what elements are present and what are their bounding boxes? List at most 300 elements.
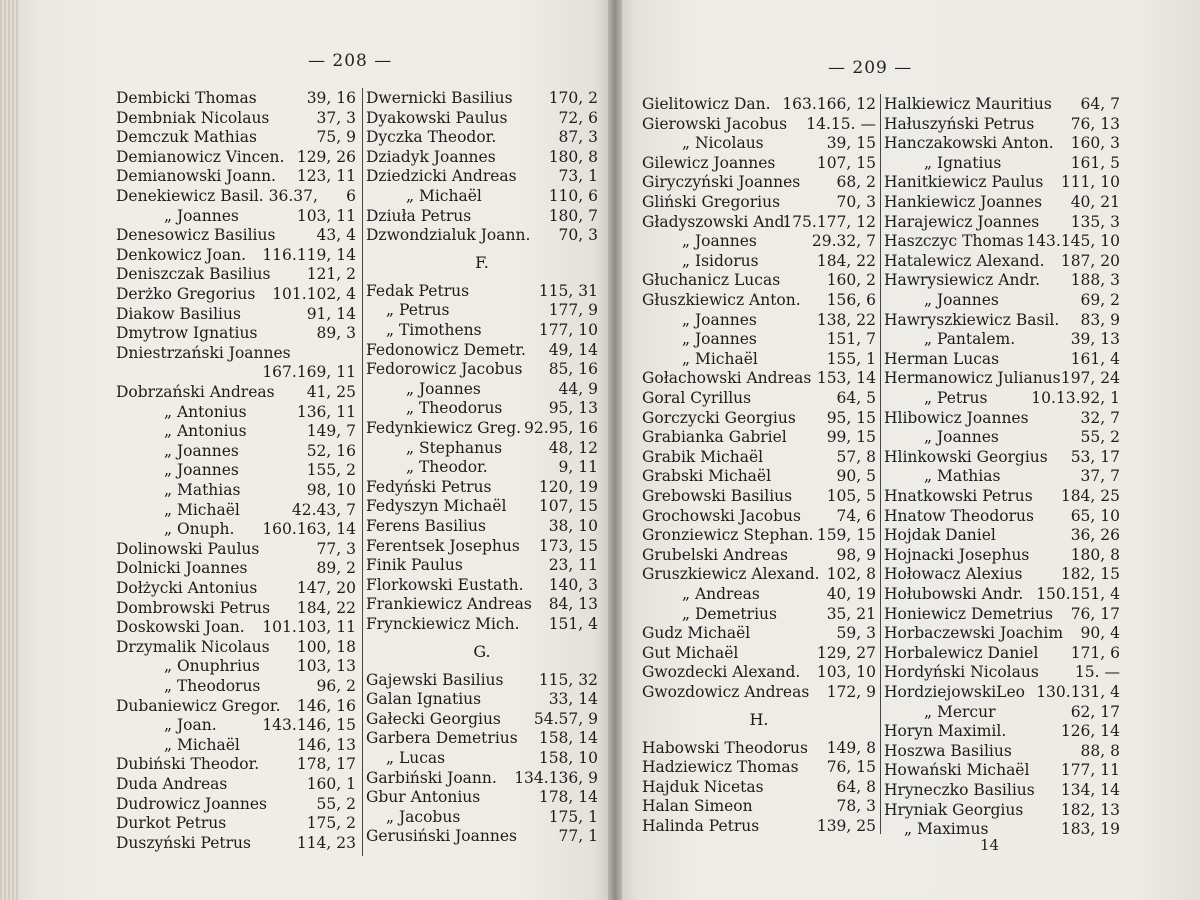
entry-page-ref: 64, 5 bbox=[836, 389, 876, 407]
entry-name: Hlibowicz Joannes bbox=[884, 408, 1029, 427]
entry-name: Hadziewicz Thomas bbox=[642, 758, 799, 777]
entry-page-ref: 182, 15 bbox=[1060, 565, 1120, 584]
entry-page-ref: 102, 8 bbox=[826, 565, 876, 584]
index-entry bbox=[642, 329, 876, 349]
entry-name: Hnatow Theodorus bbox=[884, 506, 1034, 525]
entry-name: Haszczyc Thomas bbox=[884, 232, 1024, 251]
index-entry bbox=[642, 623, 876, 643]
entry-name: Horbalewicz Daniel bbox=[884, 643, 1039, 662]
entry-page-ref: 130.131, 4 bbox=[1036, 683, 1120, 701]
entry-page-ref: 146, 13 bbox=[296, 735, 356, 754]
index-entry bbox=[642, 796, 876, 816]
index-entry bbox=[884, 310, 1120, 330]
index-entry bbox=[366, 826, 598, 846]
entry-page-ref: 101.102, 4 bbox=[272, 285, 356, 303]
entry-page-ref: 110, 6 bbox=[548, 187, 598, 205]
entry-name: „ Theodorus bbox=[164, 677, 261, 695]
entry-name: Głuszkiewicz Anton. bbox=[642, 291, 801, 309]
entry-page-ref: 143.145, 10 bbox=[1026, 232, 1120, 251]
entry-page-ref: 90, 5 bbox=[836, 467, 876, 486]
entry-name: Demianowski Joann. bbox=[116, 167, 276, 186]
entry-name: Dobrzański Andreas bbox=[116, 383, 275, 401]
entry-page-ref: 177, 9 bbox=[548, 301, 598, 320]
entry-page-ref: 92.95, 16 bbox=[524, 419, 598, 437]
index-entry bbox=[642, 408, 876, 428]
index-entry bbox=[116, 421, 356, 441]
index-entry bbox=[366, 555, 598, 575]
entry-name: Hatalewicz Alexand. bbox=[884, 251, 1045, 270]
entry-page-ref: 36, 26 bbox=[1070, 526, 1120, 545]
entry-name: Derżko Gregorius bbox=[116, 285, 256, 303]
entry-page-ref: 184, 22 bbox=[816, 251, 876, 270]
entry-page-ref: 44, 9 bbox=[558, 379, 598, 398]
index-entry bbox=[116, 519, 356, 539]
column-rule bbox=[880, 94, 881, 834]
entry-page-ref: 33, 14 bbox=[548, 690, 598, 709]
entry-name: Honiewicz Demetrius bbox=[884, 604, 1053, 623]
entry-name: Durkot Petrus bbox=[116, 814, 227, 833]
index-entry bbox=[642, 94, 876, 114]
index-entry bbox=[884, 290, 1120, 310]
entry-name: „ Petrus bbox=[386, 301, 450, 320]
index-entry bbox=[884, 368, 1120, 388]
entry-name: Hanczakowski Anton. bbox=[884, 134, 1054, 153]
entry-page-ref: 134.136, 9 bbox=[514, 768, 598, 787]
index-entry bbox=[884, 545, 1120, 565]
index-entry bbox=[366, 614, 598, 634]
entry-page-ref: 76, 17 bbox=[1070, 604, 1120, 623]
entry-page-ref: 175, 2 bbox=[306, 814, 356, 833]
index-entry bbox=[642, 270, 876, 290]
entry-page-ref: 65, 10 bbox=[1070, 506, 1120, 525]
entry-page-ref: 177, 10 bbox=[538, 321, 598, 339]
entry-name: „ Michaël bbox=[682, 349, 758, 368]
right-page bbox=[614, 0, 1200, 900]
entry-name: Hlinkowski Georgius bbox=[884, 447, 1048, 466]
entry-page-ref: 95, 13 bbox=[548, 399, 598, 418]
index-entry bbox=[366, 147, 598, 167]
index-entry bbox=[884, 643, 1120, 663]
entry-name: „ Andreas bbox=[682, 585, 760, 603]
index-entry bbox=[366, 496, 598, 516]
index-entry bbox=[642, 251, 876, 271]
entry-name: Hołubowski Andr. bbox=[884, 585, 1024, 603]
entry-page-ref: 175, 1 bbox=[548, 807, 598, 826]
index-entry bbox=[116, 284, 356, 304]
entry-name: „ Antonius bbox=[164, 402, 247, 421]
entry-name: Drzymalik Nicolaus bbox=[116, 637, 270, 656]
entry-name: Diakow Basilius bbox=[116, 304, 241, 323]
entry-page-ref: 180, 8 bbox=[1070, 545, 1120, 564]
index-entry bbox=[642, 584, 876, 604]
index-entry bbox=[366, 225, 598, 245]
index-entry bbox=[642, 525, 876, 545]
entry-name: Dyakowski Paulus bbox=[366, 108, 508, 127]
column-rule bbox=[362, 88, 363, 856]
entry-page-ref: 52, 16 bbox=[306, 441, 356, 460]
entry-name: Hermanowicz Julianus bbox=[884, 369, 1061, 388]
index-entry bbox=[366, 575, 598, 595]
index-entry bbox=[642, 172, 876, 192]
entry-page-ref: 158, 10 bbox=[538, 749, 598, 767]
index-entry bbox=[884, 623, 1120, 643]
signature-mark: 14 bbox=[980, 836, 1000, 854]
entry-page-ref: 115, 32 bbox=[538, 670, 598, 689]
entry-name: „ Mathias bbox=[164, 481, 241, 499]
entry-page-ref: 182, 13 bbox=[1060, 800, 1120, 819]
entry-name: Grabski Michaël bbox=[642, 467, 772, 486]
entry-page-ref: 90, 4 bbox=[1080, 624, 1120, 643]
index-entry bbox=[116, 382, 356, 402]
index-entry bbox=[366, 88, 598, 108]
entry-name: Fedynkiewicz Greg. bbox=[366, 419, 522, 437]
entry-name: „ Onuphrius bbox=[164, 657, 260, 676]
entry-name: „ Joannes bbox=[406, 379, 481, 398]
entry-page-ref: 136, 11 bbox=[296, 402, 356, 421]
entry-name: Dubaniewicz Gregor. bbox=[116, 696, 281, 715]
index-entry bbox=[642, 447, 876, 467]
entry-name: Gruszkiewicz Alexand. bbox=[642, 565, 820, 584]
index-entry bbox=[884, 427, 1120, 447]
entry-name: Dyczka Theodor. bbox=[366, 128, 497, 147]
index-entry bbox=[116, 264, 356, 284]
entry-name: Dembicki Thomas bbox=[116, 89, 257, 107]
entry-page-ref: 103, 11 bbox=[296, 206, 356, 225]
entry-name: „ Michaël bbox=[406, 187, 482, 205]
index-entry bbox=[366, 438, 598, 458]
entry-name: „ Timothens bbox=[386, 321, 482, 339]
entry-page-ref: 99, 15 bbox=[826, 428, 876, 447]
entry-page-ref: 55, 2 bbox=[1080, 428, 1120, 447]
index-entry bbox=[116, 206, 356, 226]
entry-page-ref: 121, 2 bbox=[306, 265, 356, 284]
entry-name: Duda Andreas bbox=[116, 775, 228, 793]
entry-page-ref: 150.151, 4 bbox=[1036, 585, 1120, 603]
entry-name: Denesowicz Basilius bbox=[116, 226, 276, 245]
entry-name: „ Mathias bbox=[924, 467, 1001, 486]
index-entry bbox=[366, 186, 598, 206]
entry-name: Hryniak Georgius bbox=[884, 800, 1024, 819]
entry-name: Gajewski Basilius bbox=[366, 670, 504, 689]
entry-name: Dolinowski Paulus bbox=[116, 539, 260, 558]
index-entry bbox=[884, 486, 1120, 506]
index-entry bbox=[366, 457, 598, 477]
entry-name: Grabik Michaël bbox=[642, 447, 764, 466]
index-entry bbox=[884, 466, 1120, 486]
entry-name: Gołachowski Andreas bbox=[642, 369, 812, 388]
entry-name: Gierowski Jacobus bbox=[642, 114, 788, 133]
index-entry bbox=[116, 833, 356, 853]
entry-name: Duszyński Petrus bbox=[116, 833, 251, 852]
entry-name: Doskowski Joan. bbox=[116, 618, 245, 637]
index-entry bbox=[116, 460, 356, 480]
entry-name: Gwozdowicz Andreas bbox=[642, 683, 810, 701]
entry-page-ref: 39, 15 bbox=[826, 134, 876, 153]
entry-page-ref: 85, 16 bbox=[548, 360, 598, 379]
entry-name: Demianowicz Vincen. bbox=[116, 147, 285, 166]
index-entry bbox=[116, 813, 356, 833]
index-entry bbox=[884, 153, 1120, 173]
entry-name: Horyn Maximil. bbox=[884, 722, 1007, 741]
index-entry bbox=[366, 300, 598, 320]
index-entry bbox=[366, 206, 598, 226]
entry-page-ref: 48, 12 bbox=[548, 438, 598, 457]
index-entry bbox=[884, 800, 1120, 820]
entry-name: Habowski Theodorus bbox=[642, 738, 808, 757]
entry-name: „ Stephanus bbox=[406, 438, 503, 457]
index-entry bbox=[642, 192, 876, 212]
entry-page-ref: 134, 14 bbox=[1060, 781, 1120, 799]
index-entry bbox=[366, 281, 598, 301]
entry-name: „ Demetrius bbox=[682, 604, 777, 623]
index-entry bbox=[116, 754, 356, 774]
entry-name: „ Lucas bbox=[386, 749, 446, 767]
entry-page-ref: 149, 8 bbox=[826, 738, 876, 757]
entry-name: Halan Simeon bbox=[642, 797, 753, 816]
index-entry bbox=[366, 359, 598, 379]
entry-name: Goral Cyrillus bbox=[642, 389, 752, 407]
entry-page-ref: 70, 3 bbox=[558, 226, 598, 245]
entry-name: Garbiński Joann. bbox=[366, 768, 497, 787]
entry-page-ref: 180, 8 bbox=[548, 147, 598, 166]
entry-name: Hryneczko Basilius bbox=[884, 781, 1035, 799]
entry-page-ref: 160, 3 bbox=[1070, 134, 1120, 153]
entry-page-ref: 126, 14 bbox=[1060, 722, 1120, 741]
entry-name: Grochowski Jacobus bbox=[642, 506, 801, 525]
entry-name: Florkowski Eustath. bbox=[366, 575, 524, 594]
entry-page-ref: 84, 13 bbox=[548, 595, 598, 614]
entry-name: Dziadyk Joannes bbox=[366, 147, 496, 166]
page-edge bbox=[0, 0, 18, 900]
index-entry bbox=[884, 388, 1120, 408]
section-letter: G. bbox=[473, 641, 491, 661]
index-entry bbox=[884, 760, 1120, 780]
entry-name: Hajduk Nicetas bbox=[642, 777, 764, 796]
entry-name: Gielitowicz Dan. bbox=[642, 95, 771, 113]
entry-name: Hanitkiewicz Paulus bbox=[884, 173, 1044, 192]
index-entry bbox=[642, 133, 876, 153]
entry-page-ref: 149, 7 bbox=[306, 422, 356, 441]
entry-name: HordziejowskiLeo bbox=[884, 683, 1025, 701]
entry-page-ref: 76, 15 bbox=[826, 758, 876, 777]
index-entry bbox=[116, 127, 356, 147]
entry-name: „ Joannes bbox=[682, 310, 757, 329]
entry-page-ref: 107, 15 bbox=[816, 153, 876, 172]
entry-page-ref: 37, 3 bbox=[316, 108, 356, 127]
entry-name: Dolnicki Joannes bbox=[116, 559, 248, 578]
entry-page-ref: 101.103, 11 bbox=[262, 618, 356, 637]
index-entry bbox=[366, 787, 598, 807]
entry-page-ref: 158, 14 bbox=[538, 729, 598, 748]
index-entry bbox=[884, 94, 1120, 114]
entry-name: „ Joannes bbox=[164, 461, 239, 480]
index-entry bbox=[884, 525, 1120, 545]
entry-page-ref: 98, 9 bbox=[836, 545, 876, 564]
entry-page-ref: 57, 8 bbox=[836, 447, 876, 466]
entry-name: Finik Paulus bbox=[366, 556, 463, 575]
index-entry bbox=[642, 604, 876, 624]
index-entry bbox=[116, 402, 356, 422]
entry-page-ref: 160, 2 bbox=[826, 271, 876, 290]
index-entry bbox=[642, 738, 876, 758]
entry-name: Herman Lucas bbox=[884, 349, 1000, 368]
entry-page-ref: 103, 13 bbox=[296, 657, 356, 676]
index-entry bbox=[884, 702, 1120, 722]
entry-name: Hoszwa Basilius bbox=[884, 741, 1012, 760]
entry-name: „ Joannes bbox=[924, 291, 999, 309]
entry-name: „ Jacobus bbox=[386, 807, 461, 826]
entry-page-ref: 160, 1 bbox=[306, 775, 356, 793]
entry-page-ref: 105, 5 bbox=[826, 487, 876, 505]
entry-page-ref: 177, 11 bbox=[1060, 761, 1120, 780]
index-entry bbox=[116, 617, 356, 637]
index-entry bbox=[116, 637, 356, 657]
index-entry bbox=[642, 564, 876, 584]
index-entry bbox=[642, 368, 876, 388]
section-letter: F. bbox=[475, 252, 489, 272]
index-entry bbox=[116, 245, 356, 265]
entry-name: Halinda Petrus bbox=[642, 817, 760, 835]
entry-name: Gronziewicz Stephan. bbox=[642, 526, 814, 545]
index-entry bbox=[884, 662, 1120, 682]
index-entry bbox=[642, 545, 876, 565]
entry-name: Ferens Basilius bbox=[366, 517, 486, 535]
index-entry bbox=[366, 477, 598, 497]
index-entry bbox=[116, 598, 356, 618]
entry-name: Gbur Antonius bbox=[366, 788, 481, 807]
entry-page-ref: 76, 13 bbox=[1070, 114, 1120, 133]
entry-page-ref: 54.57, 9 bbox=[533, 709, 598, 728]
entry-name: Grabianka Gabriel bbox=[642, 428, 787, 447]
entry-page-ref: 170, 2 bbox=[548, 89, 598, 107]
index-entry bbox=[366, 398, 598, 418]
index-entry bbox=[366, 320, 598, 340]
page-number-right: — 209 — bbox=[828, 58, 913, 78]
entry-page-ref: 95, 15 bbox=[826, 408, 876, 427]
entry-name: Gerusiński Joannes bbox=[366, 827, 517, 846]
index-entry bbox=[116, 696, 356, 716]
index-entry bbox=[884, 780, 1120, 800]
entry-page-ref: 111, 10 bbox=[1060, 173, 1120, 192]
entry-page-ref: 197, 24 bbox=[1060, 369, 1120, 388]
entry-name: Hawryszkiewicz Basil. bbox=[884, 310, 1060, 329]
index-entry bbox=[116, 774, 356, 794]
entry-page-ref: 103, 10 bbox=[816, 663, 876, 682]
index-entry bbox=[366, 594, 598, 614]
index-entry bbox=[642, 114, 876, 134]
entry-name: Gwozdecki Alexand. bbox=[642, 663, 801, 682]
entry-page-ref: 64, 8 bbox=[836, 777, 876, 796]
entry-page-ref: 62, 17 bbox=[1070, 702, 1120, 721]
entry-name: Fedyński Petrus bbox=[366, 477, 492, 496]
entry-page-ref: 10.13.92, 1 bbox=[1031, 389, 1120, 407]
entry-name: „ Pantalem. bbox=[924, 330, 1016, 349]
index-entry bbox=[884, 564, 1120, 584]
entry-page-ref: 161, 4 bbox=[1070, 349, 1120, 368]
entry-page-ref: 49, 14 bbox=[548, 340, 598, 359]
entry-page-ref: 140, 3 bbox=[548, 575, 598, 594]
index-entry bbox=[642, 212, 876, 232]
index-entry bbox=[642, 427, 876, 447]
entry-name: Hołowacz Alexius bbox=[884, 565, 1023, 584]
index-entry bbox=[642, 816, 876, 836]
index-entry bbox=[884, 721, 1120, 741]
entry-page-ref: 120, 19 bbox=[538, 477, 598, 496]
entry-page-ref: 75, 9 bbox=[316, 128, 356, 147]
entry-name: Galan Ignatius bbox=[366, 690, 482, 709]
index-entry bbox=[116, 147, 356, 167]
index-entry bbox=[366, 516, 598, 536]
index-entry bbox=[642, 153, 876, 173]
entry-page-ref: 160.163, 14 bbox=[262, 520, 356, 539]
entry-page-ref: 151, 7 bbox=[826, 330, 876, 349]
entry-name: „ Michaël bbox=[164, 735, 240, 754]
entry-name: „ Petrus bbox=[924, 389, 988, 407]
entry-name: Garbera Demetrius bbox=[366, 729, 518, 748]
entry-page-ref: 146, 16 bbox=[296, 696, 356, 715]
index-entry bbox=[642, 662, 876, 682]
entry-page-ref: 83, 9 bbox=[1080, 310, 1120, 329]
entry-page-ref: 143.146, 15 bbox=[262, 716, 356, 735]
entry-page-ref: 74, 6 bbox=[836, 506, 876, 525]
index-entry bbox=[642, 682, 876, 702]
index-entry bbox=[884, 819, 1120, 839]
index-entry bbox=[642, 310, 876, 330]
index-entry bbox=[366, 108, 598, 128]
entry-name: „ Michaël bbox=[164, 500, 240, 519]
entry-name: Hałuszyński Petrus bbox=[884, 114, 1035, 133]
entry-name: Dołżycki Antonius bbox=[116, 579, 258, 597]
book-gutter bbox=[608, 0, 622, 900]
entry-name: Fedyszyn Michaël bbox=[366, 497, 507, 516]
entry-name: Hojnacki Josephus bbox=[884, 545, 1030, 564]
page-number-left: — 208 — bbox=[308, 51, 393, 71]
index-entry bbox=[642, 486, 876, 506]
entry-name: Hankiewicz Joannes bbox=[884, 193, 1043, 211]
entry-name: Hojdak Daniel bbox=[884, 526, 996, 545]
entry-page-ref: 89, 2 bbox=[316, 559, 356, 578]
index-entry bbox=[116, 108, 356, 128]
index-entry bbox=[366, 340, 598, 360]
entry-page-ref: 43, 4 bbox=[316, 226, 356, 245]
entry-page-ref: 167.169, 11 bbox=[262, 363, 356, 382]
entry-page-ref: 14.15. — bbox=[806, 114, 876, 133]
entry-page-ref: 72, 6 bbox=[558, 108, 598, 127]
index-entry bbox=[642, 777, 876, 797]
entry-page-ref: 183, 19 bbox=[1060, 820, 1120, 839]
entry-page-ref: 173, 15 bbox=[538, 536, 598, 555]
entry-page-ref: 155, 1 bbox=[826, 349, 876, 368]
entry-name: Demczuk Mathias bbox=[116, 128, 257, 147]
index-entry bbox=[642, 466, 876, 486]
entry-page-ref: 139, 25 bbox=[816, 817, 876, 835]
entry-page-ref: 178, 17 bbox=[296, 755, 356, 774]
entry-page-ref: 32, 7 bbox=[1080, 408, 1120, 427]
entry-name: „ Theodorus bbox=[406, 399, 503, 418]
index-entry bbox=[366, 536, 598, 556]
entry-page-ref: 172, 9 bbox=[826, 683, 876, 701]
entry-page-ref: 23, 11 bbox=[548, 556, 598, 575]
entry-name: „ Nicolaus bbox=[682, 134, 764, 153]
entry-page-ref: 41, 25 bbox=[306, 383, 356, 401]
entry-page-ref: 161, 5 bbox=[1070, 153, 1120, 172]
entry-name: Dembniak Nicolaus bbox=[116, 108, 270, 127]
entry-page-ref: 123, 11 bbox=[296, 167, 356, 186]
entry-name: Howański Michaël bbox=[884, 761, 1030, 780]
index-entry bbox=[884, 114, 1120, 134]
entry-name: „ Maximus bbox=[904, 820, 989, 839]
entry-name: Gliński Gregorius bbox=[642, 193, 781, 211]
